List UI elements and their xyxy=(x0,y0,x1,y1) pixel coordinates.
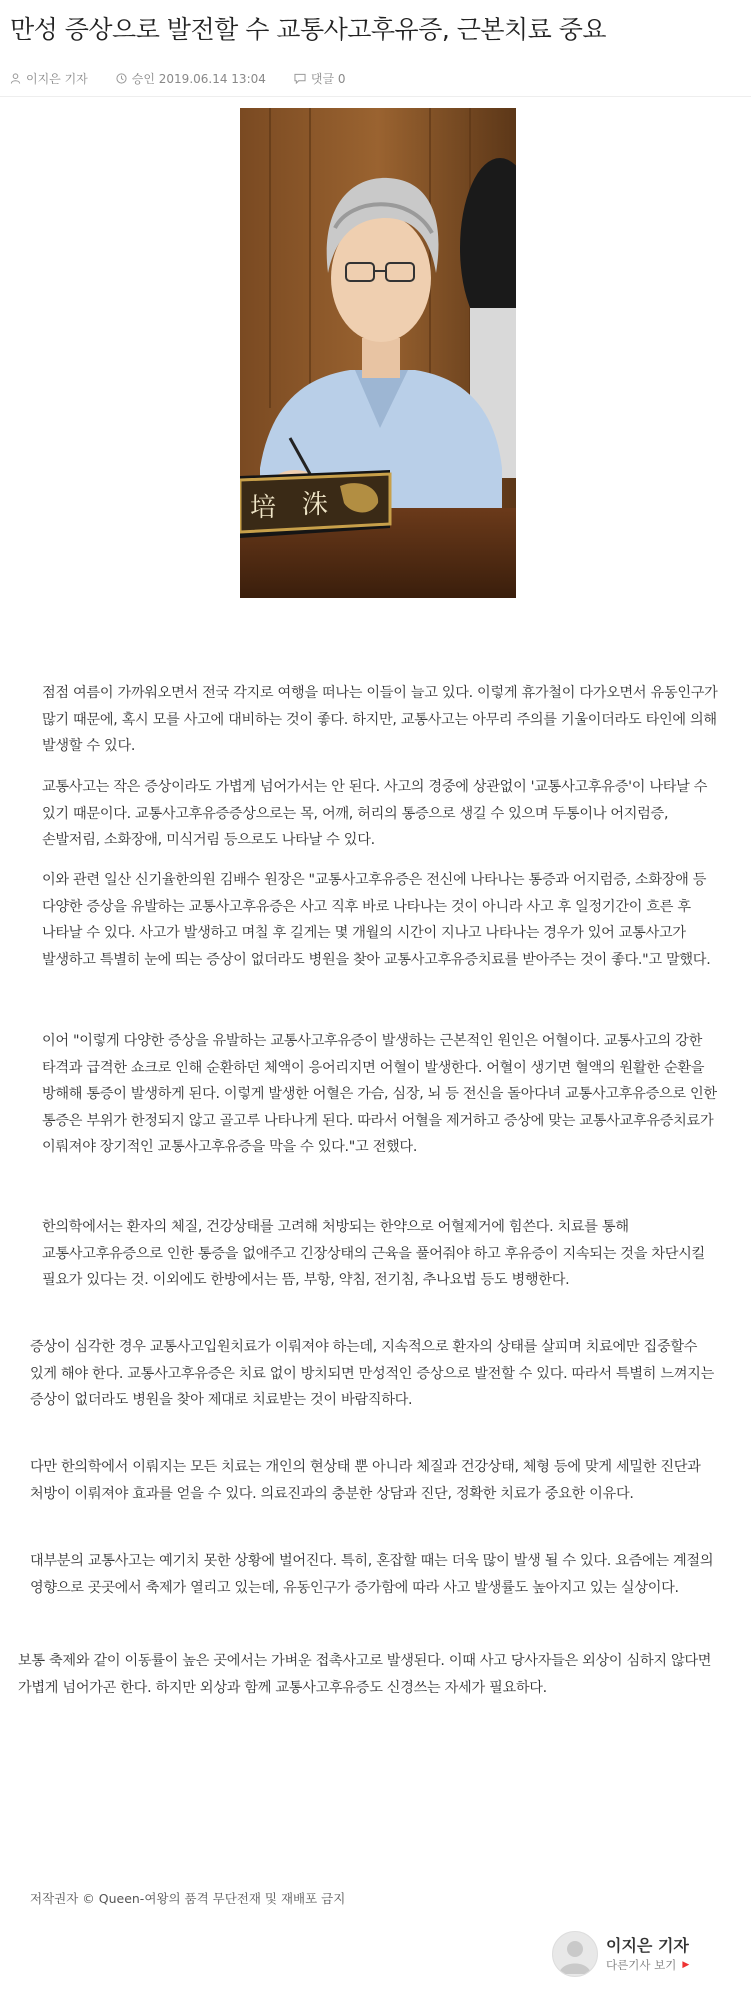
paragraph-4: 이어 "이렇게 다양한 증상을 유발하는 교통사고후유증이 발생하는 근본적인 원인은 어혈이다. 교통사고의 강한 타격과 급격한 쇼크로 인해 순환하던 체액이 응어리지면 어혈이 발생한다. 어혈이 생기면 혈액의 원활한 순환을 방해해 통증이 발생하게 된다. 이렇게 발생한 어혈은 가슴, 심장, 뇌 등 전신을 돌아다녀 교통사고후유증으로 인한 통증은 부위가 한정되지 않고 골고루 나타나게 된다. 따라서 어혈을 제거하고 증상에 맞는 교통사교후유증치료가 이뤄져야 장기적인 교통사고후유증을 막을 수 있다."고 전했다. xyxy=(42,1033,717,1155)
date-meta xyxy=(116,70,266,87)
nameplate-char-1: 培 xyxy=(250,493,277,523)
byline-author-name: 이지은 기자 xyxy=(606,1936,689,1955)
triangle-right-icon: ▶ xyxy=(682,1960,690,1970)
other-articles-link[interactable] xyxy=(606,1957,689,1973)
article-title: 만성 증상으로 발전할 수 교통사고후유증, 근본치료 중요 xyxy=(10,15,607,44)
article-meta xyxy=(10,70,374,87)
approved-date: 승인 2019.06.14 13:04 xyxy=(131,72,266,86)
author-name[interactable]: 이지은 기자 xyxy=(26,72,88,86)
paragraph-6: 증상이 심각한 경우 교통사고입원치료가 이뤄져야 하는데, 지속적으로 환자의 상태를 살피며 치료에만 집중할수 있게 해야 한다. 교통사고후유증은 치료 없이 방치되면 만성적인 증상으로 발전할 수 있다. 따라서 특별히 느껴지는 증상이 없더라도 병원을 찾아 제대로 치료받는 것이 바람직하다. xyxy=(30,1339,714,1408)
author-avatar[interactable] xyxy=(552,1931,598,1977)
comments-meta xyxy=(294,70,346,87)
user-icon xyxy=(10,73,21,84)
paragraph-7: 다만 한의학에서 이뤄지는 모든 치료는 개인의 현상태 뿐 아니라 체질과 건강상태, 체형 등에 맞게 세밀한 진단과 처방이 이뤄져야 효과를 얻을 수 있다. 의료진과의 충분한 상담과 진단, 정확한 치료가 중요한 이유다. xyxy=(30,1459,701,1502)
nameplate-char-2: 洙 xyxy=(302,490,329,520)
clock-icon xyxy=(116,73,127,84)
author-meta xyxy=(10,70,88,87)
paragraph-3: 이와 관련 일산 신기율한의원 김배수 원장은 "교통사고후유증은 전신에 나타나는 통증과 어지럼증, 소화장애 등 다양한 증상을 유발하는 교통사고후유증은 사고 직후 바로 나타나는 것이 아니라 사고 후 일정기간이 흐른 후 나타날 수 있다. 사고가 발생하고 며칠 후 길게는 몇 개월의 시간이 지나고 나타나는 경우가 있어 교통사고가 발생하고 특별히 눈에 띄는 증상이 없더라도 병원을 찾아 교통사고후유증치료를 받아주는 것이 좋다."고 말했다. xyxy=(42,872,711,968)
article-photo[interactable] xyxy=(240,108,516,598)
author-byline xyxy=(552,1929,751,1979)
paragraph-5: 한의학에서는 환자의 체질, 건강상태를 고려해 처방되는 한약으로 어혈제거에 힘쓴다. 치료를 통해 교통사고후유증으로 인한 통증을 없애주고 긴장상태의 근육을 풀어줘야 하고 후유증이 지속되는 것을 차단시킬 필요가 있다는 것. 이외에도 한방에서는 뜸, 부항, 약침, 전기침, 추나요법 등도 병행한다. xyxy=(42,1219,705,1288)
comment-count[interactable]: 댓글 0 xyxy=(310,72,346,86)
doctor-photo-illustration xyxy=(240,108,516,598)
copyright-notice: 저작권자 © Queen-여왕의 품격 무단전재 및 재배포 금지 xyxy=(30,1891,346,1906)
paragraph-1: 점점 여름이 가까워오면서 전국 각지로 여행을 떠나는 이들이 늘고 있다. 이렇게 휴가철이 다가오면서 유동인구가 많기 때문에, 혹시 모를 사고에 대비하는 것이 좋다. 하지만, 교통사고는 아무리 주의를 기울이더라도 타인에 의해 발생할 수 있다. xyxy=(42,685,718,754)
paragraph-2: 교통사고는 작은 증상이라도 가볍게 넘어가서는 안 된다. 사고의 경중에 상관없이 '교통사고후유증'이 나타날 수 있기 때문이다. 교통사고후유증증상으로는 목, 어깨, 허리의 통증으로 생길 수 있으며 두통이나 어지럼증, 손발저림, 소화장애, 미식거림 등으로도 나타날 수 있다. xyxy=(42,779,708,848)
paragraph-9: 보통 축제와 같이 이동률이 높은 곳에서는 가벼운 접촉사고로 발생된다. 이때 사고 당사자들은 외상이 심하지 않다면 가볍게 넘어가곤 한다. 하지만 외상과 함께 교통사고후유증도 신경쓰는 자세가 필요하다. xyxy=(18,1653,712,1696)
other-articles-label: 다른기사 보기 xyxy=(606,1958,677,1972)
meta-divider xyxy=(0,96,751,97)
avatar-placeholder-icon xyxy=(553,1932,597,1976)
paragraph-8: 대부분의 교통사고는 예기치 못한 상황에 벌어진다. 특히, 혼잡할 때는 더욱 많이 발생 될 수 있다. 요즘에는 계절의 영향으로 곳곳에서 축제가 열리고 있는데, 유동인구가 증가함에 따라 사고 발생률도 높아지고 있는 실상이다. xyxy=(30,1553,714,1596)
comment-icon xyxy=(294,73,306,84)
